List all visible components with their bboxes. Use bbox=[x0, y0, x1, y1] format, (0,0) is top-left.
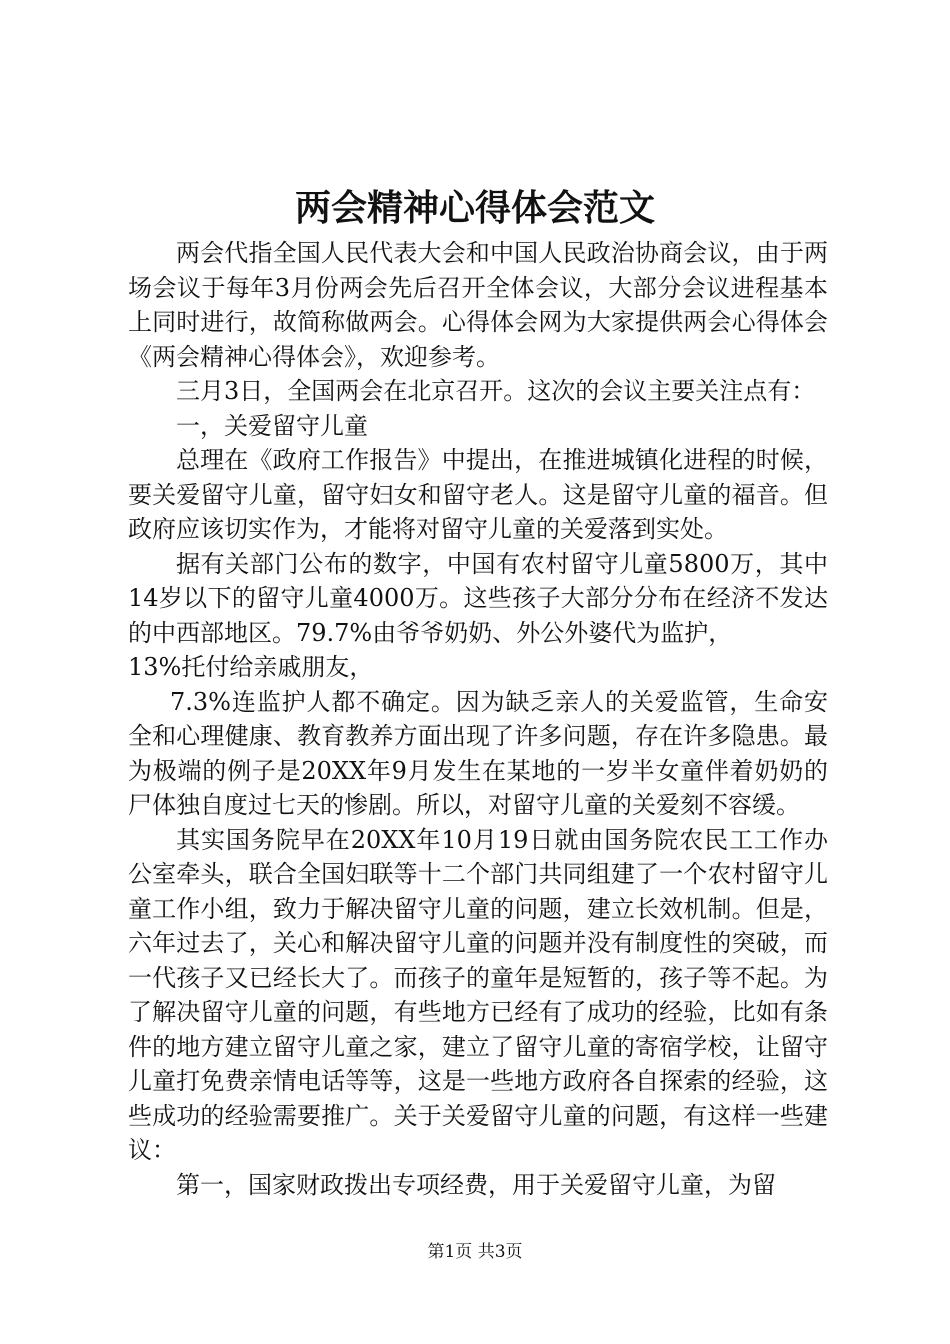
paragraph-statistics-continued: 13%托付给亲戚朋友， bbox=[128, 653, 374, 681]
page-footer: 第1页 共3页 bbox=[427, 1242, 523, 1262]
paragraph-meeting-date: 三月3日，全国两会在北京召开。这次的会议主要关注点有： bbox=[176, 377, 816, 405]
paragraph-guardian-uncertain: 7.3%连监护人都不确定。因为缺乏亲人的关爱监管，生命安全和心理健康、教育教养方面出现了许多问题，存在许多隐患。最为极端的例子是20XX年9月发生在某地的一岁半女童伴着奶奶的尸体独自度过七天的惨剧。所以，对留守儿童的关爱刻不容缓。 bbox=[128, 687, 828, 819]
document-body bbox=[128, 236, 828, 1202]
paragraph-state-council: 其实国务院早在20XX年10月19日就由国务院农民工工作办公室牵头，联合全国妇联等十二个部门共同组建了一个农村留守儿童工作小组，致力于解决留守儿童的问题，建立长效机制。但是，六年过去了，关心和解决留守儿童的问题并没有制度性的突破，而一代孩子又已经长大了。而孩子的童年是短暂的，孩子等不起。为了解决留守儿童的问题，有些地方已经有了成功的经验，比如有条件的地方建立留守儿童之家，建立了留守儿童的寄宿学校，让留守儿童打免费亲情电话等等，这是一些地方政府各自探索的经验，这些成功的经验需要推广。关于关爱留守儿童的问题，有这样一些建议： bbox=[128, 825, 828, 1164]
paragraph-government-report: 总理在《政府工作报告》中提出，在推进城镇化进程的时候，要关爱留守儿童，留守妇女和留守老人。这是留守儿童的福音。但政府应该切实作为，才能将对留守儿童的关爱落到实处。 bbox=[128, 446, 828, 543]
paragraph-intro: 两会代指全国人民代表大会和中国人民政治协商会议，由于两场会议于每年3月份两会先后召开全体会议，大部分会议进程基本上同时进行，故简称做两会。心得体会网为大家提供两会心得体会《两会精神心得体会》，欢迎参考。 bbox=[128, 239, 828, 371]
document-title: 两会精神心得体会范文 bbox=[294, 187, 655, 229]
paragraph-statistics: 据有关部门公布的数字，中国有农村留守儿童5800万，其中14岁以下的留守儿童4000万。这些孩子大部分分布在经济不发达的中西部地区。79.7%由爷爷奶奶、外公外婆代为监护， bbox=[128, 549, 828, 647]
paragraph-heading-left-behind-children: 一，关爱留守儿童 bbox=[176, 411, 368, 440]
paragraph-suggestion-first: 第一，国家财政拨出专项经费，用于关爱留守儿童，为留 bbox=[176, 1170, 776, 1199]
